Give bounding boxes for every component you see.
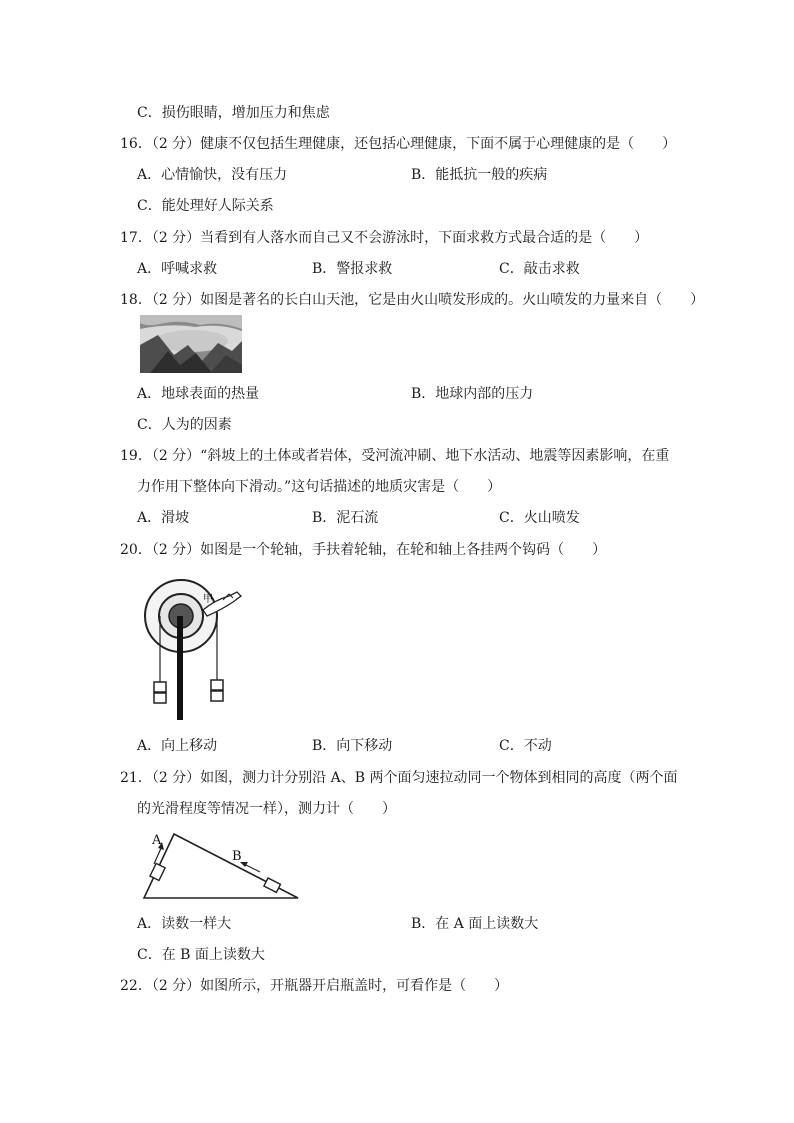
q15-option-c: C．损伤眼睛，增加压力和焦虑 (137, 105, 330, 121)
q19-option-b: B．泥石流 (312, 510, 379, 526)
q17-option-a: A．呼喊求救 (137, 261, 218, 277)
q16-option-a: A．心情愉快，没有压力 (137, 167, 288, 183)
q19-stem-line1: 19．（2 分）“斜坡上的土体或者岩体，受河流冲刷、地下水活动、地震等因素影响，在重 (120, 448, 670, 464)
q19-stem-line2: 力作用下整体向下滑动。”这句话描述的地质灾害是（ ） (137, 479, 502, 495)
q20-stem: 20．（2 分）如图是一个轮轴，手扶着轮轴，在轮和轴上各挂两个钩码（ ） (120, 542, 607, 558)
q21-option-b: B．在 A 面上读数大 (411, 916, 539, 932)
q17-option-b: B．警报求救 (312, 261, 393, 277)
q18-option-c: C．人为的因素 (137, 417, 232, 433)
q16-option-c: C．能处理好人际关系 (137, 198, 274, 214)
incline-diagram (140, 826, 302, 902)
q17-stem: 17．（2 分）当看到有人落水而自己又不会游泳时，下面求救方式最合适的是（ ） (120, 230, 649, 246)
q19-option-a: A．滑坡 (137, 510, 190, 526)
q20-option-b: B．向下移动 (312, 738, 393, 754)
tianchi-lake-photo (140, 315, 242, 373)
q21-option-c: C．在 B 面上读数大 (137, 947, 265, 963)
q20-option-a: A．向上移动 (137, 738, 218, 754)
q17-option-c: C．敲击求救 (499, 261, 580, 277)
q20-option-c: C．不动 (499, 738, 552, 754)
incline-label-b: B (232, 849, 242, 864)
q21-stem-line1: 21．（2 分）如图，测力计分别沿 A、B 两个面匀速拉动同一个物体到相同的高度（两个面 (120, 770, 678, 786)
q16-stem: 16．（2 分）健康不仅包括生理健康，还包括心理健康，下面不属于心理健康的是（ ） (120, 136, 677, 152)
q19-option-c: C．火山喷发 (499, 510, 580, 526)
wheel-axle-diagram (137, 570, 247, 722)
q18-option-b: B．地球内部的压力 (411, 386, 534, 402)
q21-stem-line2: 的光滑程度等情况一样），测力计（ ） (137, 801, 396, 817)
q22-stem: 22．（2 分）如图所示，开瓶器开启瓶盖时，可看作是（ ） (120, 978, 509, 994)
q18-option-a: A．地球表面的热量 (137, 386, 260, 402)
q21-option-a: A．读数一样大 (137, 916, 232, 932)
incline-label-a: A (152, 833, 162, 848)
wheel-axle-label: 甲 (203, 594, 213, 605)
q18-stem: 18．（2 分）如图是著名的长白山天池，它是由火山喷发形成的。火山喷发的力量来自（ ） (120, 292, 705, 308)
q16-option-b: B．能抵抗一般的疾病 (411, 167, 548, 183)
